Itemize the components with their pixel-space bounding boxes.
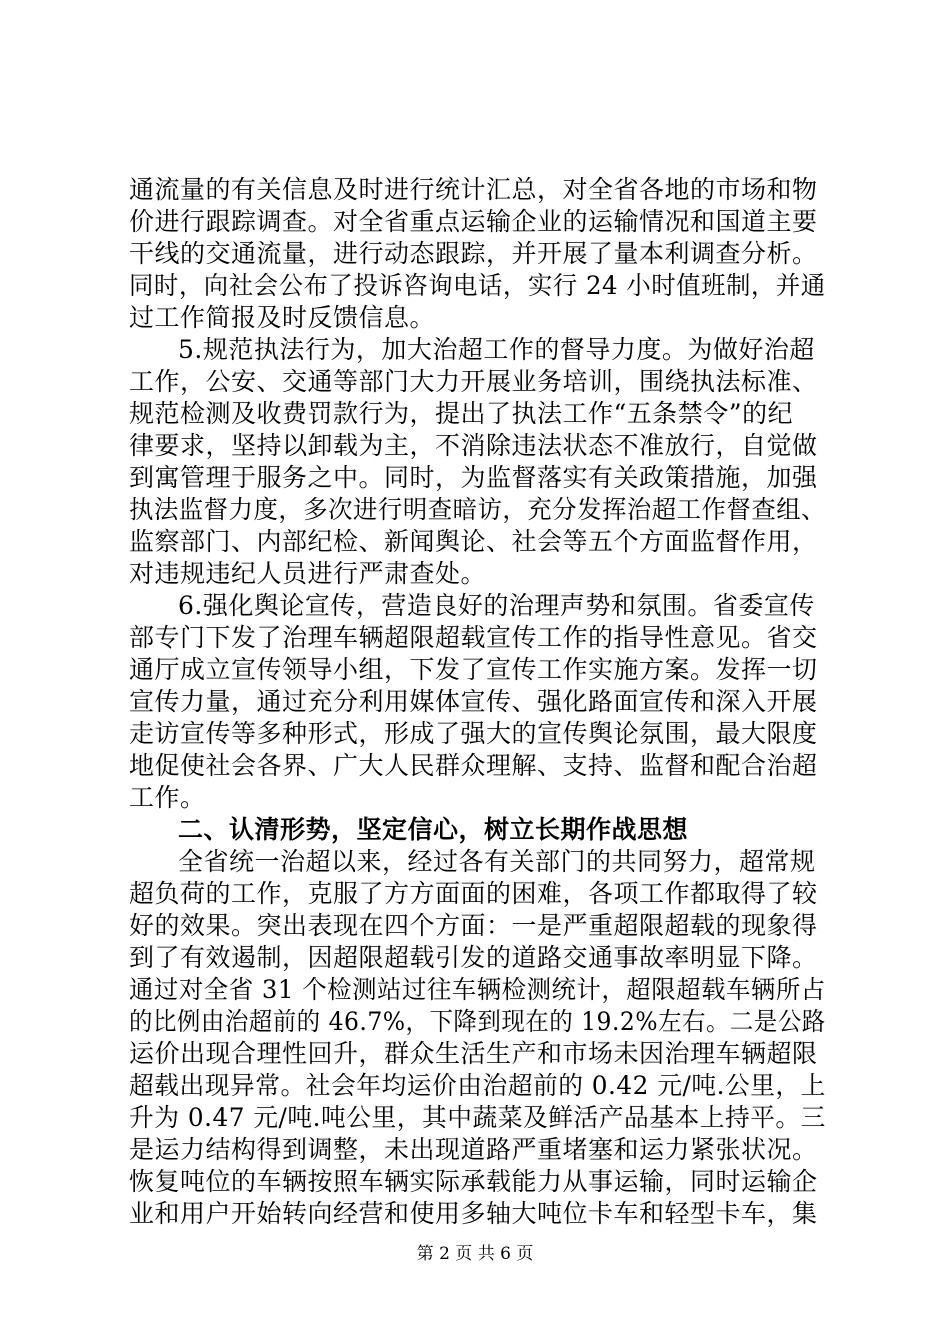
text-line: 对违规违纪人员进行严肃查处。 [129,559,487,588]
text-line: 到寓管理于服务之中。同时，为监督落实有关政策措施，加强 [129,463,818,492]
text-line: 工作。 [129,783,206,812]
text-line: 通过对全省 31 个检测站过往车辆检测统计，超限超载车辆所占 [129,975,826,1004]
text-line: 宣传力量，通过充分利用媒体宣传、强化路面宣传和深入开展 [129,687,818,716]
text-line: 干线的交通流量，进行动态跟踪，并开展了量本利调查分析。 [129,239,818,268]
section-heading: 二、认清形势，坚定信心，树立长期作战思想 [178,815,689,844]
text-line: 运价出现合理性回升，群众生活生产和市场未因治理车辆超限 [129,1039,818,1068]
text-line: 恢复吨位的车辆按照车辆实际承载能力从事运输，同时运输企 [129,1167,818,1196]
text-line: 好的效果。突出表现在四个方面：一是严重超限超载的现象得 [129,911,818,940]
text-line: 执法监督力度，多次进行明查暗访，充分发挥治超工作督查组、 [129,495,827,524]
text-line: 同时，向社会公布了投诉咨询电话，实行 24 小时值班制，并通 [129,271,826,300]
text-line: 的比例由治超前的 46.7%，下降到现在的 19.2%左右。二是公路 [129,1007,826,1036]
text-line: 是运力结构得到调整，未出现道路严重堵塞和运力紧张状况。 [129,1135,818,1164]
paragraph-start-line: 全省统一治超以来，经过各有关部门的共同努力，超常规 [178,847,816,876]
text-line: 业和用户开始转向经营和使用多轴大吨位卡车和轻型卡车，集 [129,1199,818,1228]
page-number-footer: 第 2 页 共 6 页 [416,1244,534,1264]
text-line: 监察部门、内部纪检、新闻舆论、社会等五个方面监督作用， [129,527,818,556]
text-line: 过工作简报及时反馈信息。 [129,303,436,332]
text-line: 超载出现异常。社会年均运价由治超前的 0.42 元/吨.公里，上 [129,1071,826,1100]
text-line: 通流量的有关信息及时进行统计汇总，对全省各地的市场和物 [129,175,818,204]
text-line: 通厅成立宣传领导小组，下发了宣传工作实施方案。发挥一切 [129,655,818,684]
text-line: 价进行跟踪调查。对全省重点运输企业的运输情况和国道主要 [129,207,818,236]
text-line: 部专门下发了治理车辆超限超载宣传工作的指导性意见。省交 [129,623,818,652]
text-line: 规范检测及收费罚款行为，提出了执法工作“五条禁令”的纪 [129,399,794,428]
text-line: 到了有效遏制，因超限超载引发的道路交通事故率明显下降。 [129,943,818,972]
text-line: 超负荷的工作，克服了方方面面的困难，各项工作都取得了较 [129,879,818,908]
text-line: 升为 0.47 元/吨.吨公里，其中蔬菜及鲜活产品基本上持平。三 [129,1103,826,1132]
text-line: 走访宣传等多种形式，形成了强大的宣传舆论氛围，最大限度 [129,719,818,748]
text-line: 律要求，坚持以卸载为主，不消除违法状态不准放行，自觉做 [129,431,818,460]
paragraph-start-line: 5.规范执法行为，加大治超工作的督导力度。为做好治超 [178,335,815,364]
text-line: 工作，公安、交通等部门大力开展业务培训，围绕执法标准、 [129,367,818,396]
paragraph-start-line: 6.强化舆论宣传，营造良好的治理声势和氛围。省委宣传 [178,591,815,620]
text-line: 地促使社会各界、广大人民群众理解、支持、监督和配合治超 [129,751,818,780]
